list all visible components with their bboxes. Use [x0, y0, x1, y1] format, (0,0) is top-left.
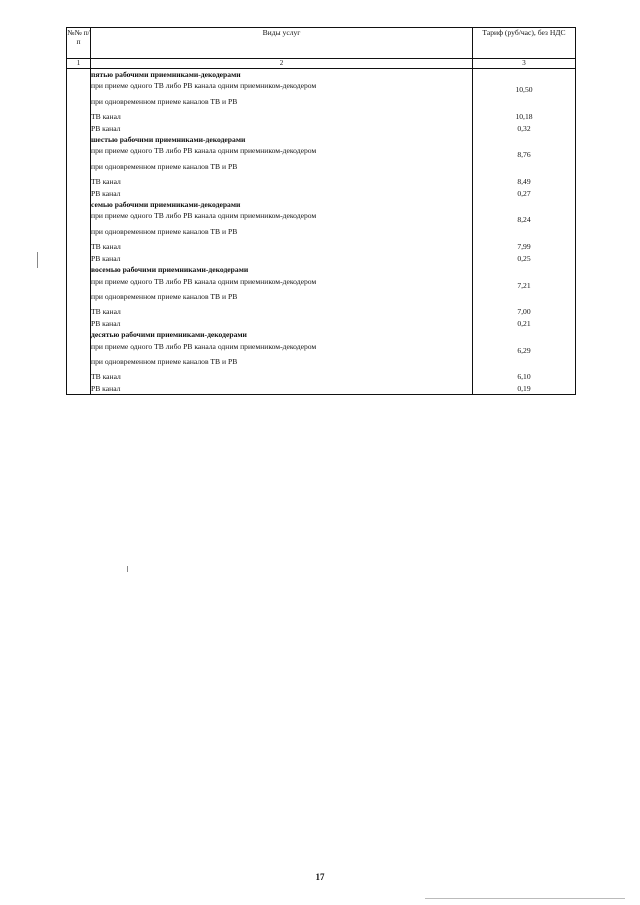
cell-num — [67, 172, 91, 187]
table-row — [67, 210, 576, 225]
cell-num — [67, 318, 91, 329]
table-row — [67, 145, 576, 160]
single-channel-value: 8,76 — [517, 150, 531, 160]
table-row — [67, 356, 576, 367]
table-row — [67, 341, 576, 356]
tv-channel-label: ТВ канал — [91, 177, 121, 187]
rv-channel-label: РВ канал — [91, 188, 121, 198]
cell-tariff — [473, 161, 576, 172]
table-body — [67, 69, 576, 395]
table-row — [67, 318, 576, 329]
group-title-lead: десятью — [91, 330, 120, 340]
cell-num — [67, 253, 91, 264]
column-number-row — [67, 59, 576, 69]
single-channel-label: при приеме одного ТВ либо РВ канала одним приемником-декодером — [91, 146, 317, 156]
table-row — [67, 383, 576, 395]
cell-num — [67, 145, 91, 160]
cell-tariff — [473, 96, 576, 107]
table-row — [67, 123, 576, 134]
cell-service — [91, 161, 473, 172]
cell-num — [67, 161, 91, 172]
cell-num — [67, 134, 91, 145]
table-row — [67, 107, 576, 122]
simultaneous-label: при одновременном приеме каналов ТВ и РВ — [91, 161, 238, 171]
cell-service — [91, 69, 473, 81]
group-title-rest: рабочими приемниками-декодерами — [113, 70, 241, 79]
tv-channel-value: 7,99 — [517, 242, 531, 252]
cell-num — [67, 276, 91, 291]
table-row — [67, 69, 576, 81]
tv-channel-label: ТВ канал — [91, 242, 121, 252]
table-row — [67, 329, 576, 340]
column-number-2: 2 — [91, 59, 473, 69]
cell-tariff — [473, 199, 576, 210]
group-title-rest: рабочими приемниками-декодерами — [120, 265, 249, 275]
cell-service — [91, 302, 473, 317]
cell-tariff — [473, 264, 576, 275]
simultaneous-label: при одновременном приеме каналов ТВ и РВ — [91, 356, 238, 366]
cell-num — [67, 107, 91, 122]
header-service: Виды услуг — [91, 28, 473, 59]
cell-tariff — [473, 367, 576, 382]
cell-tariff — [473, 172, 576, 187]
single-channel-value: 8,24 — [517, 215, 531, 225]
cell-service — [91, 210, 473, 225]
table-row — [67, 80, 576, 95]
group-title-lead: пятью — [91, 70, 114, 79]
cell-tariff — [473, 291, 576, 302]
group-title-rest: рабочими приемниками-декодерами — [117, 135, 246, 145]
cell-tariff — [473, 276, 576, 291]
cell-num — [67, 199, 91, 210]
cell-service — [91, 276, 473, 291]
group-title-rest: рабочими приемниками-декодерами — [112, 200, 241, 210]
table-row — [67, 264, 576, 275]
cell-service — [91, 318, 473, 329]
cell-tariff — [473, 302, 576, 317]
cell-tariff — [473, 107, 576, 122]
rv-channel-value: 0,32 — [517, 123, 531, 133]
cell-num — [67, 80, 91, 95]
rv-channel-value: 0,25 — [517, 253, 531, 263]
single-channel-value: 10,50 — [515, 85, 533, 95]
header-tariff: Тариф (руб/час), без НДС — [473, 28, 576, 59]
group-title-lead: восемью — [91, 265, 121, 275]
cell-num — [67, 383, 91, 395]
cell-num — [67, 237, 91, 252]
cell-num — [67, 96, 91, 107]
cell-service — [91, 172, 473, 187]
rv-channel-label: РВ канал — [91, 253, 121, 263]
rv-channel-label: РВ канал — [91, 123, 121, 133]
header-num: №№ п/п — [67, 28, 91, 59]
cell-tariff — [473, 237, 576, 252]
cell-tariff — [473, 134, 576, 145]
cell-num — [67, 264, 91, 275]
cell-num — [67, 329, 91, 340]
tv-channel-value: 7,00 — [517, 307, 531, 317]
cell-service — [91, 367, 473, 382]
cell-service — [91, 253, 473, 264]
cell-tariff — [473, 356, 576, 367]
group-title-lead: семью — [91, 200, 113, 210]
table-row — [67, 253, 576, 264]
table-row — [67, 367, 576, 382]
cell-service — [91, 291, 473, 302]
rv-channel-label: РВ канал — [91, 318, 121, 328]
cell-service — [91, 383, 473, 395]
single-channel-value: 7,21 — [517, 280, 531, 290]
cell-service — [91, 226, 473, 237]
cell-service — [91, 329, 473, 340]
single-channel-value: 6,29 — [517, 345, 531, 355]
scan-artifact-left — [37, 252, 38, 268]
cell-service — [91, 96, 473, 107]
cell-tariff — [473, 226, 576, 237]
tv-channel-label: ТВ канал — [91, 372, 121, 382]
single-channel-label: при приеме одного ТВ либо РВ канала одним приемником-декодером — [91, 211, 317, 221]
cell-num — [67, 123, 91, 134]
tv-channel-value: 8,49 — [517, 177, 531, 187]
cell-num — [67, 302, 91, 317]
cell-tariff — [473, 145, 576, 160]
cell-num — [67, 356, 91, 367]
cell-service — [91, 145, 473, 160]
table-row — [67, 199, 576, 210]
column-number-1: 1 — [67, 59, 91, 69]
tv-channel-value: 10,18 — [515, 112, 533, 122]
column-number-3: 3 — [473, 59, 576, 69]
rv-channel-value: 0,19 — [517, 383, 531, 393]
table-row — [67, 134, 576, 145]
simultaneous-label: при одновременном приеме каналов ТВ и РВ — [91, 96, 238, 106]
cell-tariff — [473, 253, 576, 264]
cell-service — [91, 107, 473, 122]
cell-num — [67, 226, 91, 237]
cell-num — [67, 69, 91, 81]
table-row — [67, 188, 576, 199]
cell-service — [91, 123, 473, 134]
rv-channel-label: РВ канал — [91, 383, 121, 393]
group-title-rest: рабочими приемниками-декодерами — [119, 330, 247, 340]
tv-channel-label: ТВ канал — [91, 307, 121, 317]
cell-service — [91, 237, 473, 252]
cell-tariff — [473, 383, 576, 395]
scan-artifact-middle — [127, 566, 128, 572]
cell-tariff — [473, 123, 576, 134]
cell-service — [91, 356, 473, 367]
table-header-row — [67, 28, 576, 59]
cell-tariff — [473, 341, 576, 356]
cell-service — [91, 80, 473, 95]
simultaneous-label: при одновременном приеме каналов ТВ и РВ — [91, 291, 238, 301]
cell-tariff — [473, 210, 576, 225]
tv-channel-value: 6,10 — [517, 372, 531, 382]
table-row — [67, 96, 576, 107]
table-row — [67, 302, 576, 317]
simultaneous-label: при одновременном приеме каналов ТВ и РВ — [91, 226, 238, 236]
table-row — [67, 172, 576, 187]
cell-service — [91, 199, 473, 210]
cell-tariff — [473, 318, 576, 329]
cell-num — [67, 367, 91, 382]
single-channel-label: при приеме одного ТВ либо РВ канала одним приемником-декодером — [91, 81, 317, 91]
tariff-table — [66, 27, 576, 395]
cell-service — [91, 134, 473, 145]
cell-tariff — [473, 69, 576, 81]
table-row — [67, 291, 576, 302]
table-row — [67, 161, 576, 172]
cell-service — [91, 264, 473, 275]
cell-service — [91, 341, 473, 356]
group-title-lead: шестью — [91, 135, 118, 145]
table-row — [67, 226, 576, 237]
cell-num — [67, 341, 91, 356]
single-channel-label: при приеме одного ТВ либо РВ канала одним приемником-декодером — [91, 341, 317, 351]
cell-tariff — [473, 80, 576, 95]
rv-channel-value: 0,21 — [517, 318, 531, 328]
cell-num — [67, 291, 91, 302]
page-number: 17 — [315, 872, 325, 882]
cell-tariff — [473, 188, 576, 199]
single-channel-label: при приеме одного ТВ либо РВ канала одним приемником-декодером — [91, 276, 317, 286]
cell-tariff — [473, 329, 576, 340]
table-row — [67, 237, 576, 252]
rv-channel-value: 0,27 — [517, 188, 531, 198]
cell-num — [67, 210, 91, 225]
cell-num — [67, 188, 91, 199]
table-row — [67, 276, 576, 291]
scan-artifact-bottom — [425, 898, 625, 899]
tv-channel-label: ТВ канал — [91, 112, 121, 122]
cell-service — [91, 188, 473, 199]
